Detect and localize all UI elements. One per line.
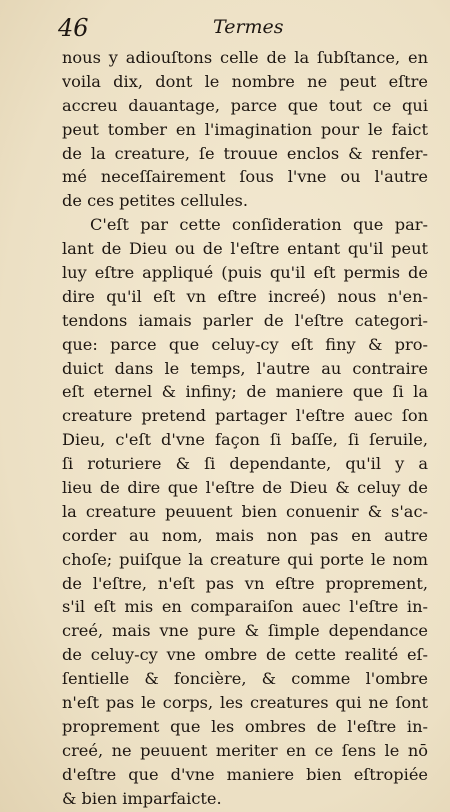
text-line: duict dans le temps, l'autre au contraire (62, 358, 428, 378)
text-line: lieu de dire que l'eſtre de Dieu & celuy de (62, 478, 428, 498)
text-line: corder au nom, mais non pas en autre (62, 525, 428, 545)
text-line: ſi roturiere & ſi dependante, qu'il y a (62, 454, 428, 474)
text-line: luy eſtre appliqué (puis qu'il eſt permis de (62, 263, 428, 283)
paragraph (62, 213, 428, 810)
text-line: choſe; puiſque la creature qui porte le nom (62, 549, 428, 569)
page-header (58, 14, 428, 42)
text-line: creé, ne peuuent meriter en ce ſens le nō (62, 740, 428, 760)
text-line: que: parce que celuy-cy eſt finy & pro- (62, 334, 428, 354)
text-line: nous y adiouſtons celle de la ſubſtance, en (62, 48, 428, 67)
text-line: de celuy-cy vne ombre de cette realité eſ- (62, 645, 428, 665)
text-line: de ces petites cellules. (62, 191, 248, 211)
text-line: creé, mais vne pure & ſimple dependance (62, 621, 428, 641)
text-line: mé neceſſairement ſous l'vne ou l'autre (62, 167, 428, 187)
running-head: Termes (213, 16, 284, 38)
text-line: s'il eſt mis en comparaiſon auec l'eſtre in- (62, 597, 428, 617)
text-line: voila dix, dont le nombre ne peut eſtre (62, 71, 428, 91)
paragraph (62, 46, 428, 213)
text-line: Dieu, c'eſt d'vne façon ſi baſſe, ſi ſeruile, (62, 430, 428, 450)
text-line: n'eſt pas le corps, les creatures qui ne ſont (62, 693, 428, 713)
text-line: peut tomber en l'imagination pour le faict (62, 119, 428, 139)
text-line: & bien imparfaicte. (62, 788, 222, 808)
text-line: C'eſt par cette conſideration que par- (90, 215, 428, 235)
text-line: dire qu'il eſt vn eſtre increé) nous n'en- (62, 286, 428, 306)
page-number: 46 (58, 14, 89, 42)
text-line: ſentielle & foncière, & comme l'ombre (62, 669, 428, 689)
text-line: eſt eternel & infiny; de maniere que ſi la (62, 382, 428, 402)
text-line: lant de Dieu ou de l'eſtre entant qu'il peut (62, 239, 428, 259)
text-line: de l'eſtre, n'eſt pas vn eſtre proprement, (62, 573, 428, 593)
text-line: d'eſtre que d'vne maniere bien eſtropiée (62, 764, 428, 784)
text-line: tendons iamais parler de l'eſtre categori- (62, 310, 428, 330)
body-text (62, 46, 428, 811)
text-line: proprement que les ombres de l'eſtre in- (62, 716, 428, 736)
text-line: accreu dauantage, parce que tout ce qui (62, 95, 428, 115)
text-line: creature pretend partager l'eſtre auec ſon (62, 406, 428, 426)
text-line: la creature peuuent bien conuenir & s'ac- (62, 501, 428, 521)
text-line: de la creature, ſe trouue enclos & renfer- (62, 143, 428, 163)
